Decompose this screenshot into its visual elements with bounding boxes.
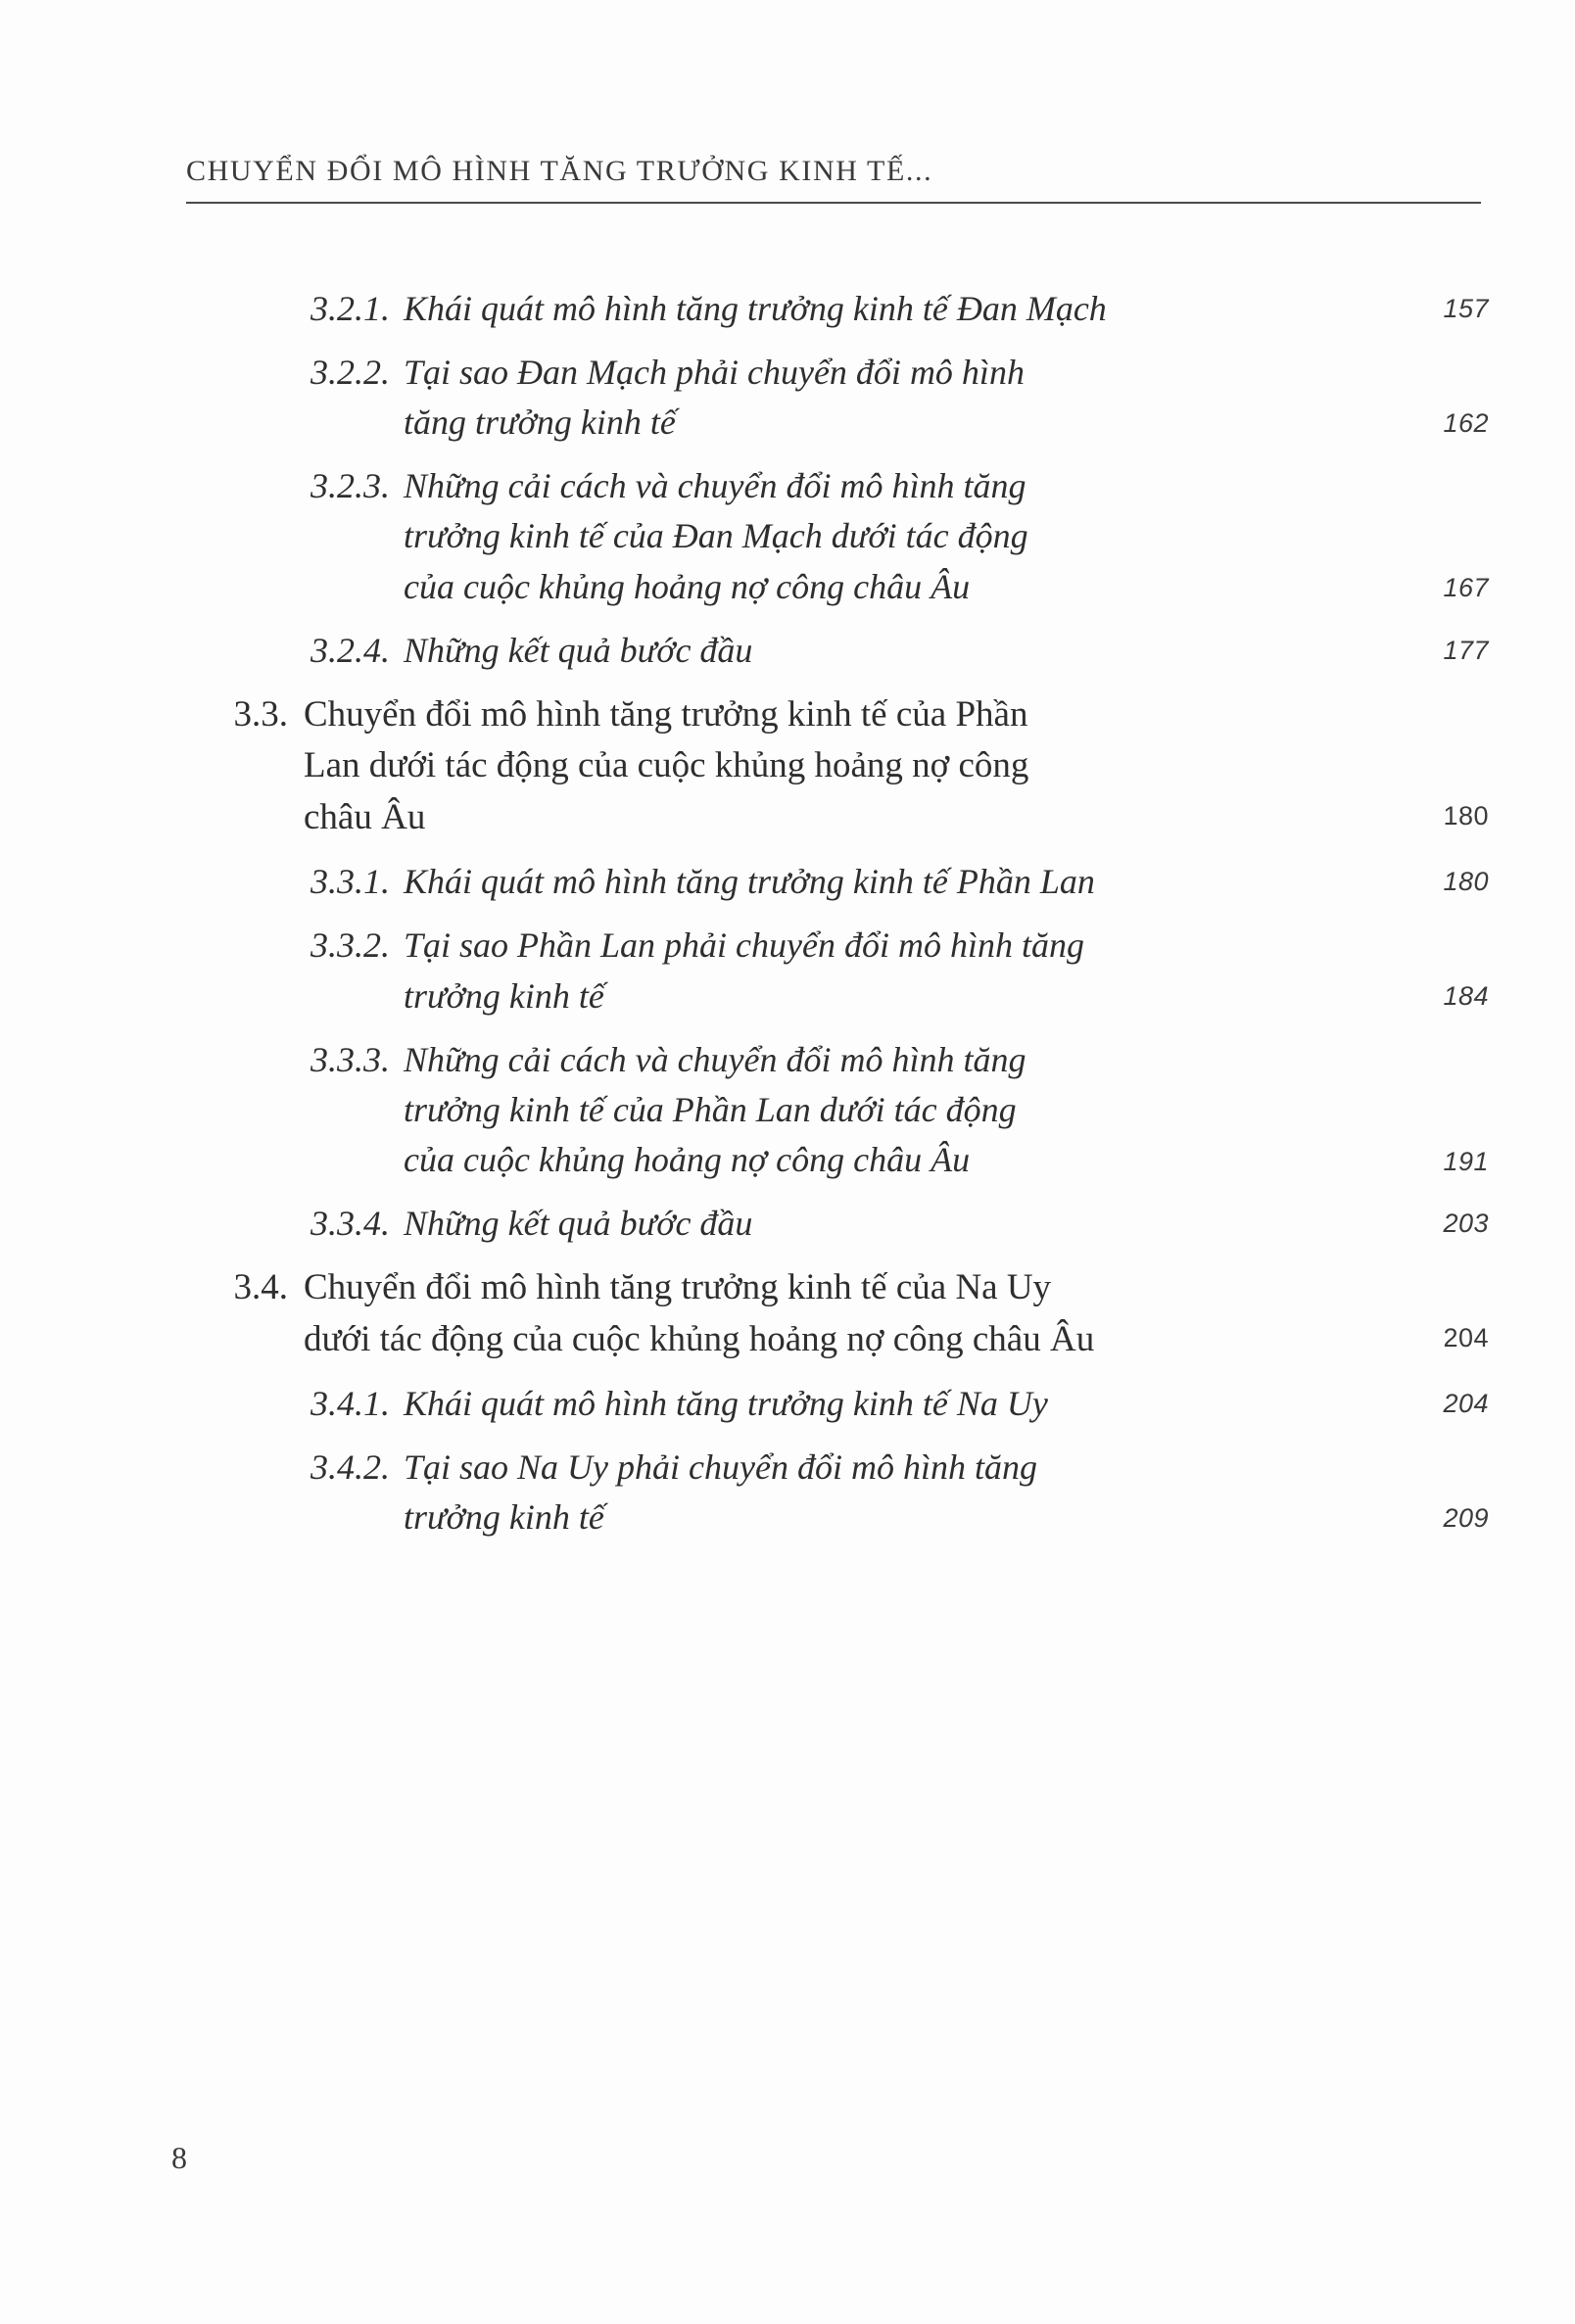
toc-entry-page-number: 203 <box>1443 1209 1489 1239</box>
toc-entry[interactable] <box>186 1443 1489 1542</box>
toc-entry-page-number: 184 <box>1443 981 1489 1012</box>
toc-entry-page-number: 209 <box>1443 1503 1489 1534</box>
toc-entry-number: 3.4. <box>233 1267 288 1308</box>
toc-entry-number: 3.3. <box>233 693 288 735</box>
toc-entry-number: 3.4.1. <box>310 1384 390 1424</box>
toc-entry-page-number: 204 <box>1443 1323 1489 1353</box>
toc-entry-title-line: Khái quát mô hình tăng trưởng kinh tế Phần Lan <box>404 862 1095 902</box>
toc-entry-page-number: 180 <box>1443 867 1489 897</box>
toc-entry-title-line: của cuộc khủng hoảng nợ công châu Âu <box>404 1139 971 1179</box>
toc-entry-number: 3.3.2. <box>310 925 390 966</box>
toc-entry-row <box>253 921 1489 1020</box>
toc-entry-title <box>404 348 1295 448</box>
toc-entry-row <box>253 857 1489 907</box>
toc-entry[interactable] <box>186 921 1489 1020</box>
toc-entry-number: 3.4.2. <box>310 1447 390 1488</box>
toc-entry-title-line: tăng trưởng kinh tế <box>404 403 676 443</box>
toc-entry-row <box>253 284 1489 334</box>
toc-entry-number: 3.2.2. <box>310 353 390 393</box>
toc-entry-title-line: của cuộc khủng hoảng nợ công châu Âu <box>404 566 971 606</box>
toc-entry-page-number: 162 <box>1443 408 1489 439</box>
toc-entry-title-line: Lan dưới tác động của cuộc khủng hoảng nợ công <box>304 745 1029 786</box>
toc-entry[interactable] <box>186 689 1489 844</box>
toc-entry-title-line: Tại sao Na Uy phải chuyển đổi mô hình tăng <box>404 1447 1037 1488</box>
toc-entry-title <box>404 284 1295 334</box>
toc-entry-page-number: 167 <box>1443 573 1489 603</box>
header-divider <box>186 202 1481 204</box>
toc-entry-title-line: Khái quát mô hình tăng trưởng kinh tế Na Uy <box>404 1384 1048 1424</box>
table-of-contents <box>186 284 1489 1557</box>
running-header-title: CHUYỂN ĐỔI MÔ HÌNH TĂNG TRƯỞNG KINH TẾ... <box>186 155 933 187</box>
toc-entry[interactable] <box>186 1035 1489 1185</box>
toc-entry-title <box>304 689 1215 844</box>
toc-entry[interactable] <box>186 1379 1489 1429</box>
toc-entry-title-line: Tại sao Phần Lan phải chuyển đổi mô hình tăng <box>404 925 1084 966</box>
toc-entry-row <box>253 626 1489 676</box>
toc-entry-page-number: 157 <box>1443 294 1489 323</box>
toc-entry-title-line: Những kết quả bước đầu <box>404 630 753 670</box>
toc-entry-row <box>253 348 1489 448</box>
toc-entry-row <box>253 1379 1489 1429</box>
toc-entry-title <box>304 1262 1215 1365</box>
toc-entry[interactable] <box>186 284 1489 334</box>
toc-entry-title-line: trưởng kinh tế của Phần Lan dưới tác động <box>404 1089 1017 1129</box>
toc-entry-title-line: Những kết quả bước đầu <box>404 1204 753 1244</box>
toc-entry-title <box>404 1199 1295 1249</box>
running-header <box>186 155 1489 204</box>
toc-entry[interactable] <box>186 348 1489 448</box>
toc-entry-title <box>404 1035 1295 1185</box>
toc-entry-title-line: dưới tác động của cuộc khủng hoảng nợ công châu Âu <box>304 1318 1095 1359</box>
toc-entry-title-line: Chuyển đổi mô hình tăng trưởng kinh tế của Phần <box>304 693 1028 735</box>
toc-entry-row <box>194 1262 1489 1365</box>
toc-entry-title <box>404 857 1295 907</box>
toc-entry-page-number: 177 <box>1443 635 1489 665</box>
toc-entry-page-number: 191 <box>1443 1146 1489 1176</box>
toc-entry-title-line: trưởng kinh tế <box>404 975 604 1016</box>
toc-entry-number: 3.2.3. <box>310 466 390 506</box>
toc-entry-number: 3.2.4. <box>310 630 390 670</box>
toc-entry-number: 3.3.4. <box>310 1204 390 1244</box>
toc-entry-title <box>404 1443 1295 1542</box>
toc-entry-title <box>404 1379 1295 1429</box>
toc-entry[interactable] <box>186 857 1489 907</box>
page-folio-number: 8 <box>171 2140 187 2175</box>
toc-entry-title-line: trưởng kinh tế <box>404 1497 604 1538</box>
toc-entry-title-line: Những cải cách và chuyển đổi mô hình tăng <box>404 1039 1026 1079</box>
toc-entry[interactable] <box>186 1262 1489 1365</box>
toc-entry-title-line: Khái quát mô hình tăng trưởng kinh tế Đan Mạch <box>404 289 1107 328</box>
toc-entry-number: 3.2.1. <box>310 289 390 328</box>
toc-entry-row <box>253 1035 1489 1185</box>
toc-entry-row <box>253 461 1489 611</box>
toc-entry-page-number: 204 <box>1443 1389 1489 1419</box>
toc-entry-number: 3.3.3. <box>310 1039 390 1079</box>
toc-entry-page-number: 180 <box>1443 800 1489 830</box>
toc-entry[interactable] <box>186 626 1489 676</box>
toc-entry-number: 3.3.1. <box>310 862 390 902</box>
toc-entry-title <box>404 626 1295 676</box>
toc-entry[interactable] <box>186 461 1489 611</box>
toc-entry-row <box>253 1199 1489 1249</box>
toc-entry-title-line: trưởng kinh tế của Đan Mạch dưới tác động <box>404 516 1028 556</box>
toc-entry-title-line: châu Âu <box>304 796 426 837</box>
toc-entry-title-line: Tại sao Đan Mạch phải chuyển đổi mô hình <box>404 353 1025 393</box>
toc-entry-title-line: Những cải cách và chuyển đổi mô hình tăng <box>404 466 1026 506</box>
toc-entry-row <box>194 689 1489 844</box>
toc-entry-row <box>253 1443 1489 1542</box>
toc-entry[interactable] <box>186 1199 1489 1249</box>
toc-entry-title-line: Chuyển đổi mô hình tăng trưởng kinh tế của Na Uy <box>304 1267 1052 1308</box>
toc-entry-title <box>404 461 1295 611</box>
toc-entry-title <box>404 921 1295 1020</box>
